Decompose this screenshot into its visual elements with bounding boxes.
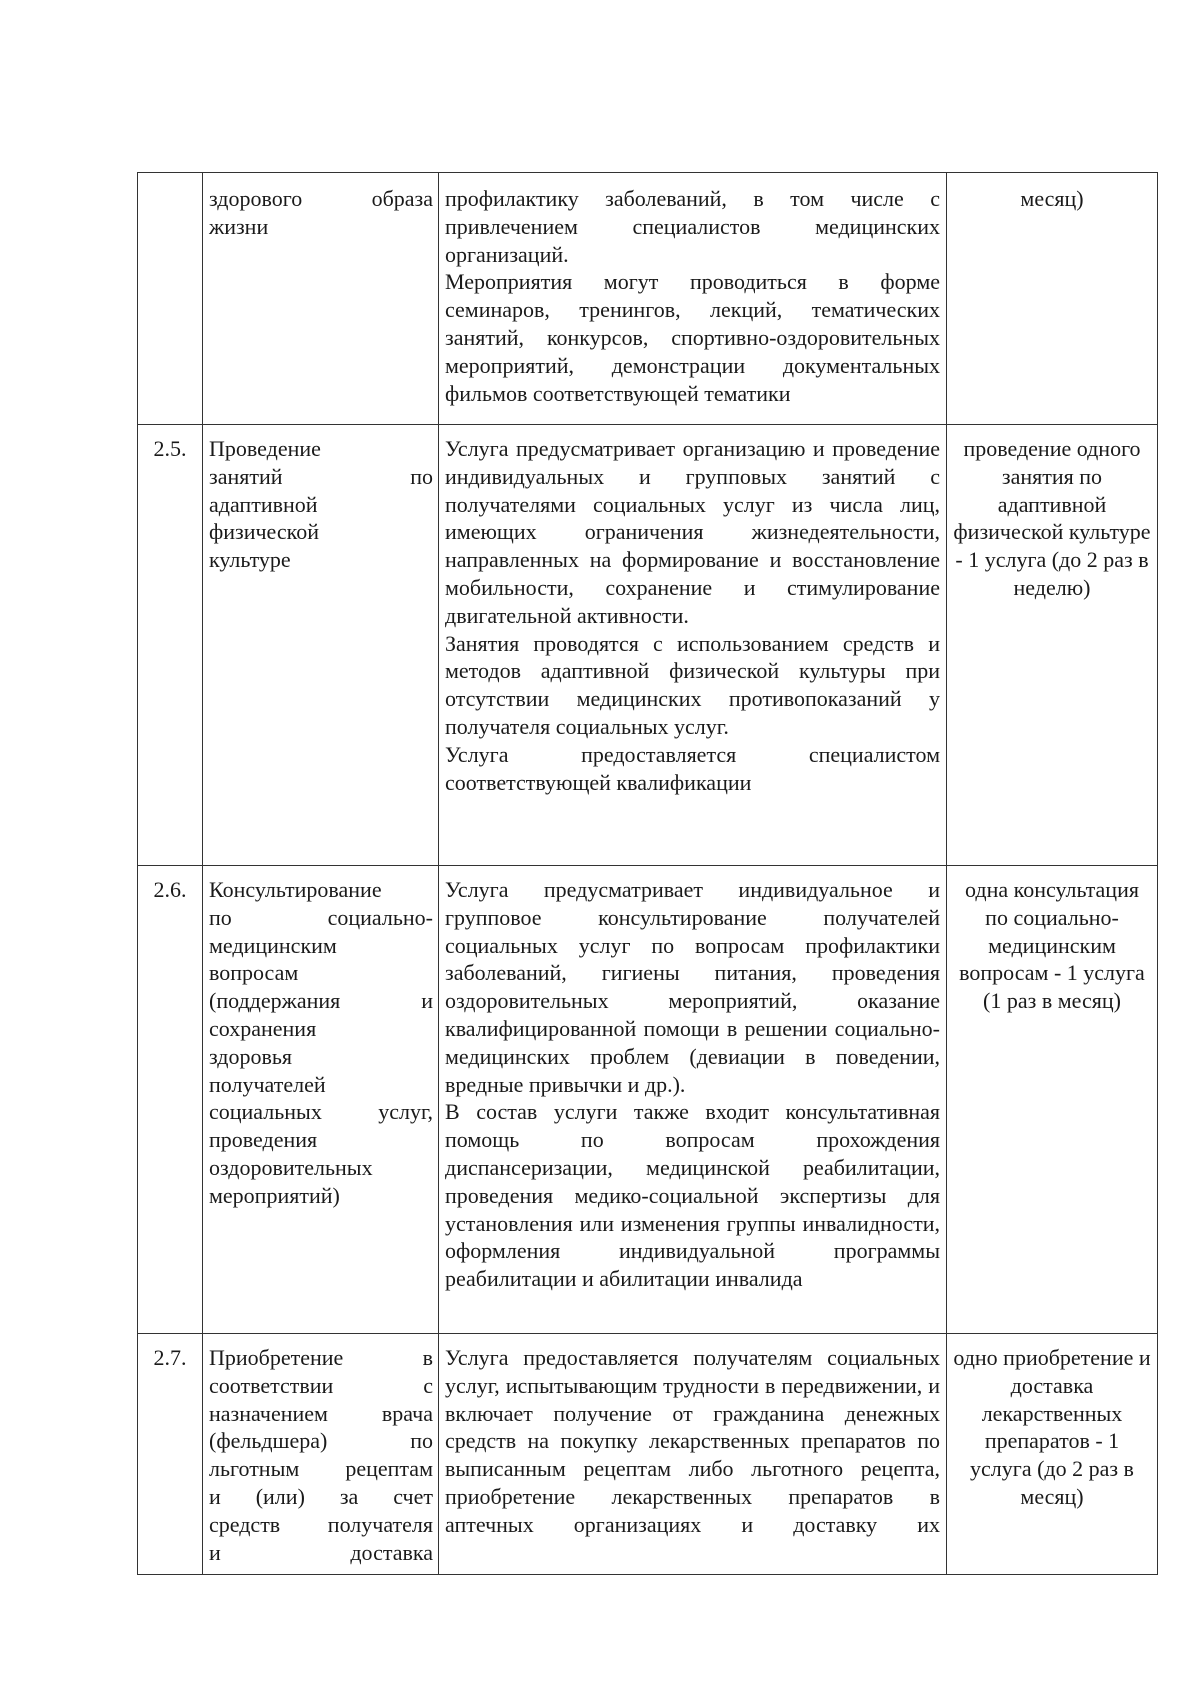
- description-paragraph: Мероприятия могут проводиться в форме семинаров, тренингов, лекций, тематических занятий, конкурсов, спортивно-оздоровительных мероприятий, демонстрации документальных фильмов соответствующей тематики: [445, 269, 940, 406]
- description-paragraph: В состав услуги также входит консультативная помощь по вопросам прохождения диспансеризации, медицинской реабилитации, проведения медико-социальной экспертизы для установления или изменения группы инвалидности, оформления индивидуальной программы реабилитации и абилитации инвалида: [445, 1099, 940, 1292]
- service-description: [439, 173, 947, 425]
- service-name-line: Приобретение в: [209, 1345, 433, 1370]
- table-row: [138, 866, 1158, 1334]
- description-paragraph: Услуга предоставляется специалистом соответствующей квалификации: [445, 741, 940, 795]
- service-name-line: вопросам: [209, 960, 299, 986]
- service-name: [203, 173, 439, 425]
- row-number: 2.7.: [138, 1334, 203, 1575]
- service-name-line: жизни: [209, 213, 269, 239]
- table-row: [138, 1334, 1158, 1575]
- service-name-line: занятий по: [209, 463, 433, 489]
- service-name-line: (фельдшера) по: [209, 1428, 433, 1454]
- service-name-line: здоровья: [209, 1043, 293, 1069]
- service-name: [203, 866, 439, 1334]
- service-volume: [947, 173, 1158, 425]
- service-name-line: здорового образа: [209, 186, 433, 211]
- service-name-line: и (или) за счет: [209, 1483, 433, 1509]
- services-table: [137, 172, 1158, 1575]
- service-description: [439, 1334, 947, 1575]
- volume-text: проведение одного занятия по адаптивной физической культуре - 1 услуга (до 2 раз в неделю): [953, 436, 1151, 600]
- description-paragraph: Услуга предусматривает организацию и проведение индивидуальных и групповых занятий с получателями социальных услуг из числа лиц, имеющих ограничения жизнедеятельности, направленных на формирование и восстановление мобильности, сохранение и стимулирование двигательной активности.: [445, 436, 940, 628]
- service-name-line: Проведение: [209, 436, 321, 461]
- service-volume: [947, 1334, 1158, 1575]
- service-name-line: культуре: [209, 547, 291, 573]
- service-name-line: средств получателя: [209, 1511, 433, 1537]
- service-name-line: социальных услуг,: [209, 1099, 433, 1125]
- description-paragraph: Занятия проводятся с использованием средств и методов адаптивной физической культуры при отсутствии медицинских противопоказаний у получателя социальных услуг.: [445, 630, 940, 739]
- volume-text: одно приобретение и доставка лекарственных препаратов - 1 услуга (до 2 раз в месяц): [953, 1345, 1151, 1509]
- service-description: [439, 425, 947, 866]
- service-name-line: льготным рецептам: [209, 1456, 433, 1482]
- service-name-line: по социально-: [209, 904, 433, 930]
- description-paragraph: Услуга предусматривает индивидуальное и групповое консультирование получателей социальных услуг по вопросам профилактики заболеваний, гигиены питания, проведения оздоровительных мероприятий, оказание квалифицированной помощи в решении социально-медицинских проблем (девиации в поведении, вредные привычки и др.).: [445, 877, 940, 1097]
- table-row: [138, 425, 1158, 866]
- volume-text: одна консультация по социально-медицинским вопросам - 1 услуга (1 раз в месяц): [959, 877, 1145, 1014]
- service-name: [203, 1334, 439, 1575]
- service-name-line: соответствии с: [209, 1372, 433, 1398]
- service-volume: [947, 425, 1158, 866]
- service-name-line: назначением врача: [209, 1400, 433, 1426]
- description-paragraph: профилактику заболеваний, в том числе с привлечением специалистов медицинских организаций.: [445, 186, 940, 267]
- service-name-line: адаптивной: [209, 491, 318, 517]
- row-number: 2.6.: [138, 866, 203, 1334]
- service-name-line: проведения: [209, 1127, 318, 1153]
- service-name-line: (поддержания и: [209, 988, 433, 1014]
- service-name-line: физической: [209, 519, 319, 545]
- service-name-line: медицинским: [209, 932, 337, 958]
- volume-text: месяц): [1020, 186, 1084, 211]
- service-description: [439, 866, 947, 1334]
- service-volume: [947, 866, 1158, 1334]
- table-row: [138, 173, 1158, 425]
- row-number: 2.5.: [138, 425, 203, 866]
- service-name-line: оздоровительных: [209, 1154, 373, 1180]
- service-name-line: сохранения: [209, 1015, 317, 1041]
- service-name-line: и доставка: [209, 1539, 433, 1565]
- description-paragraph: Услуга предоставляется получателям социальных услуг, испытывающим трудности в передвижении, и включает получение от гражданина денежных средств на покупку лекарственных препаратов по выписанным рецептам либо льготного рецепта, приобретение лекарственных препаратов в аптечных организациях и доставку их: [445, 1345, 940, 1537]
- service-name-line: мероприятий): [209, 1182, 340, 1208]
- service-name-line: Консультирование: [209, 877, 382, 902]
- service-name-line: получателей: [209, 1071, 326, 1097]
- row-number: [138, 173, 203, 425]
- service-name: [203, 425, 439, 866]
